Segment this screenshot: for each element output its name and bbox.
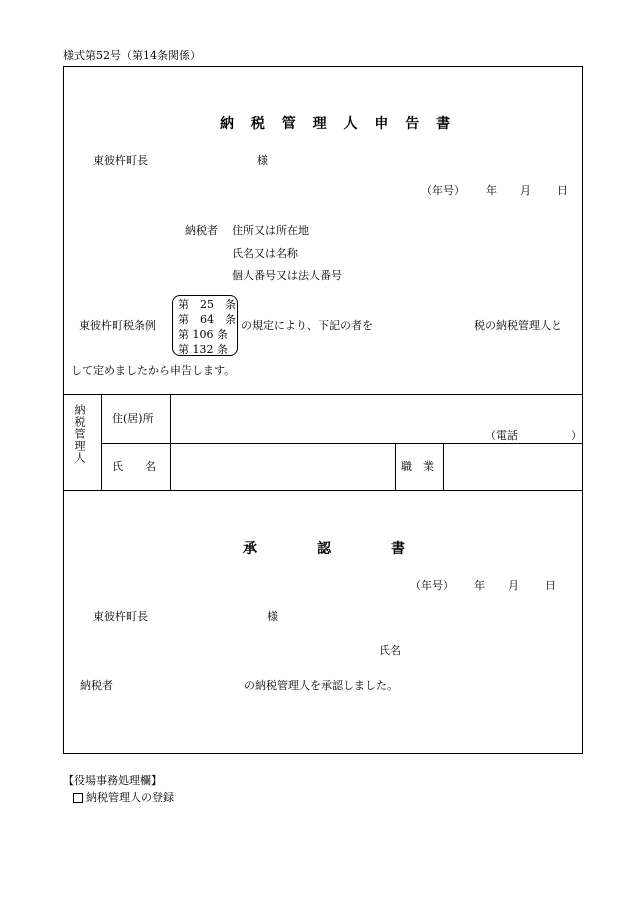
approval-day: 日	[545, 579, 556, 592]
residence-label: 住(居)所	[112, 412, 154, 425]
declaration-month: 月	[520, 184, 531, 197]
occupation-label: 職 業	[401, 460, 434, 473]
declaration-era: （年号）	[421, 184, 465, 197]
approval-title-char-3: 書	[391, 541, 405, 557]
approval-year: 年	[474, 579, 485, 592]
divider-label-col	[170, 394, 171, 490]
taxpayer-number-label: 個人番号又は法人番号	[232, 269, 342, 282]
divider-occupation-right	[443, 443, 444, 490]
closing-text: して定めましたから申告します。	[71, 364, 236, 377]
divider-side-label	[101, 394, 102, 490]
divider-table-row	[101, 443, 583, 444]
divider-occupation-left	[395, 443, 396, 490]
approval-addressee: 東彼杵町長	[93, 610, 148, 623]
registration-row	[73, 792, 174, 803]
approval-taxpayer-label: 納税者	[80, 679, 113, 692]
registration-label: 納税管理人の登録	[86, 791, 174, 804]
phone-close: ）	[571, 429, 582, 442]
article-item: 第 132 条	[178, 343, 228, 356]
regulation-text: の規定により、下記の者を	[241, 319, 373, 332]
declaration-day: 日	[557, 184, 568, 197]
article-item: 第 25 条	[178, 298, 236, 311]
declaration-title: 納 税 管 理 人 申 告 書	[220, 116, 457, 132]
approval-text: の納税管理人を承認しました。	[244, 679, 398, 692]
phone-label: （電話	[485, 429, 518, 442]
registration-checkbox[interactable]	[73, 793, 83, 803]
taxpayer-name-label: 氏名又は名称	[232, 247, 298, 260]
declaration-honorific: 様	[257, 154, 268, 167]
manager-side-label: 納税管理人	[73, 404, 86, 464]
approval-honorific: 様	[267, 610, 278, 623]
declaration-addressee: 東彼杵町長	[93, 154, 148, 167]
taxpayer-address-label: 住所又は所在地	[232, 224, 309, 237]
form-frame	[63, 66, 583, 754]
article-item: 第 64 条	[178, 313, 236, 326]
article-item: 第 106 条	[178, 328, 228, 341]
approval-name-label: 氏名	[379, 644, 401, 657]
taxpayer-label: 納税者	[185, 224, 218, 237]
manager-name-label: 氏 名	[112, 460, 156, 473]
form-number: 様式第52号（第14条関係）	[63, 49, 201, 62]
divider-declaration	[63, 394, 583, 395]
approval-title-char-2: 認	[317, 541, 331, 557]
approval-title-char-1: 承	[243, 541, 257, 557]
article-list	[178, 297, 236, 357]
divider-approval	[63, 490, 583, 491]
ordinance-label: 東彼杵町税条例	[79, 319, 156, 332]
office-heading: 【役場事務処理欄】	[63, 774, 162, 787]
declaration-year: 年	[486, 184, 497, 197]
approval-month: 月	[508, 579, 519, 592]
approval-era: （年号）	[410, 579, 454, 592]
tax-manager-text: 税の納税管理人と	[474, 319, 562, 332]
